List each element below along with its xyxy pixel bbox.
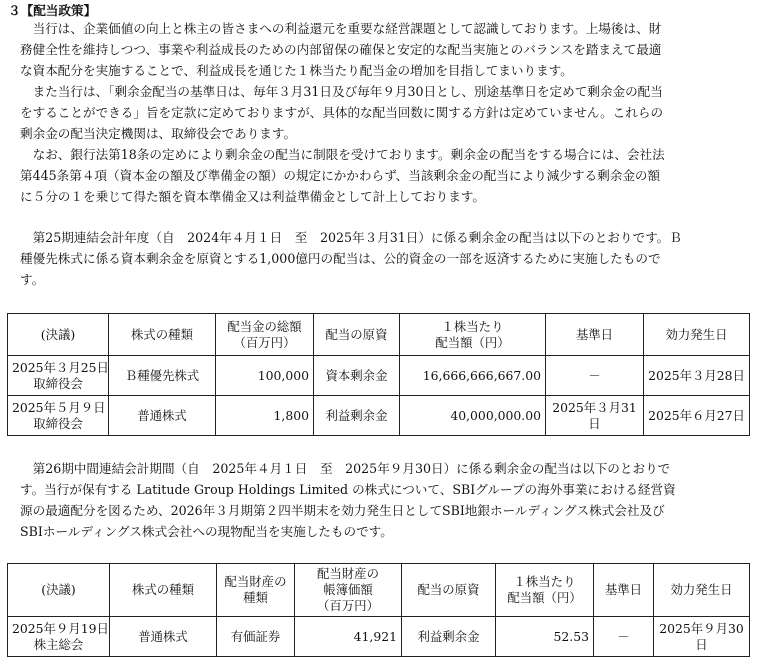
table-cell: 2025年９月19日 株主総会 <box>8 617 110 657</box>
table-cell: Ｂ種優先株式 <box>109 356 216 396</box>
column-header: 基準日 <box>594 564 654 617</box>
table-cell: 41,921 <box>295 617 402 657</box>
paragraph-line: に５分の１を乗じて得た額を資本準備金又は利益準備金として計上しております。 <box>20 189 485 204</box>
dividend-table-fy25 <box>7 313 750 436</box>
paragraph-line: SBIホールディングス株式会社への現物配当を実施したものです。 <box>20 524 393 539</box>
table-cell: 1,800 <box>216 396 314 436</box>
table-cell: 有価証券 <box>217 617 295 657</box>
table-cell: 2025年３月25日 取締役会 <box>8 356 109 396</box>
column-header: １株当たり 配当額（円） <box>400 314 546 356</box>
paragraph-line: なお、銀行法第18条の定めにより剰余金の配当に制限を受けております。剰余金の配当をする場合には、会社法 <box>20 147 665 162</box>
section-heading: ３【配当政策】 <box>8 3 97 18</box>
paragraph-line: 第25期連結会計年度（自 2024年４月１日 至 2025年３月31日）に係る剰余金の配当は以下のとおりです。Ｂ <box>20 230 682 245</box>
column-header: (決議) <box>8 314 109 356</box>
table-cell: 資本剰余金 <box>314 356 400 396</box>
paragraph-line: 源の最適配分を図るため、2026年３月期第２四半期末を効力発生日としてSBI地銀ホールディングス株式会社及び <box>20 503 665 518</box>
table-row <box>8 396 750 436</box>
paragraph-line: をすることができる」旨を定款に定めておりますが、具体的な配当回数に関する方針は定めていません。これらの <box>20 105 664 120</box>
paragraph-line: 剰余金の配当決定機関は、取締役会であります。 <box>20 126 297 141</box>
paragraph-line: な資本配分を実施することで、利益成長を通じた１株当たり配当金の増加を目指してまいります。 <box>20 63 573 78</box>
table-cell: 52.53 <box>496 617 594 657</box>
table-cell: 100,000 <box>216 356 314 396</box>
table-row <box>8 356 750 396</box>
table-cell: 利益剰余金 <box>314 396 400 436</box>
table-cell: － <box>594 617 654 657</box>
paragraph-line: す。当行が保有する Latitude Group Holdings Limited の株式について、SBIグループの海外事業における経営資 <box>20 482 676 497</box>
paragraph-line: また当行は、「剰余金配当の基準日は、毎年３月31日及び毎年９月30日とし、別途基準日を定めて剰余金の配当 <box>20 84 663 99</box>
column-header: １株当たり 配当額（円） <box>496 564 594 617</box>
table-cell: 利益剰余金 <box>402 617 496 657</box>
table-cell: － <box>546 356 644 396</box>
column-header: 配当財産の 種類 <box>217 564 295 617</box>
paragraph-line: す。 <box>20 272 45 287</box>
column-header: 配当財産の 帳簿価額 （百万円） <box>295 564 402 617</box>
paragraph-line: 務健全性を維持しつつ、事業や利益成長のための内部留保の確保と安定的な配当実施とのバランスを踏まえて最適 <box>20 42 662 57</box>
table-cell: 2025年９月30日 <box>654 617 750 657</box>
paragraph-line: 第26期中間連結会計期間（自 2025年４月１日 至 2025年９月30日）に係る剰余金の配当は以下のとおりで <box>20 461 671 476</box>
table-cell: 普通株式 <box>110 617 217 657</box>
table-cell: 2025年３月31日 <box>546 396 644 436</box>
paragraph-line: 当行は、企業価値の向上と株主の皆さまへの利益還元を重要な経営課題として認識しております。上場後は、財 <box>20 21 662 36</box>
column-header: 効力発生日 <box>654 564 750 617</box>
table-row <box>8 617 750 657</box>
table-cell: 2025年５月９日 取締役会 <box>8 396 109 436</box>
column-header: (決議) <box>8 564 110 617</box>
table-cell: 2025年６月27日 <box>644 396 750 436</box>
column-header: 効力発生日 <box>644 314 750 356</box>
column-header: 配当の原資 <box>402 564 496 617</box>
column-header: 株式の種類 <box>109 314 216 356</box>
dividend-table-fy26-interim <box>7 563 750 657</box>
table-cell: 2025年３月28日 <box>644 356 750 396</box>
column-header: 株式の種類 <box>110 564 217 617</box>
table-cell: 普通株式 <box>109 396 216 436</box>
column-header: 配当の原資 <box>314 314 400 356</box>
paragraph-line: 第445条第４項（資本金の額及び準備金の額）の規定にかかわらず、当該剰余金の配当により減少する剰余金の額 <box>20 168 661 183</box>
paragraph-line: 種優先株式に係る資本剰余金を原資とする1,000億円の配当は、公的資金の一部を返済するために実施したもので <box>20 251 661 266</box>
column-header: 配当金の総額 （百万円） <box>216 314 314 356</box>
table-cell: 16,666,666,667.00 <box>400 356 546 396</box>
column-header: 基準日 <box>546 314 644 356</box>
table-cell: 40,000,000.00 <box>400 396 546 436</box>
